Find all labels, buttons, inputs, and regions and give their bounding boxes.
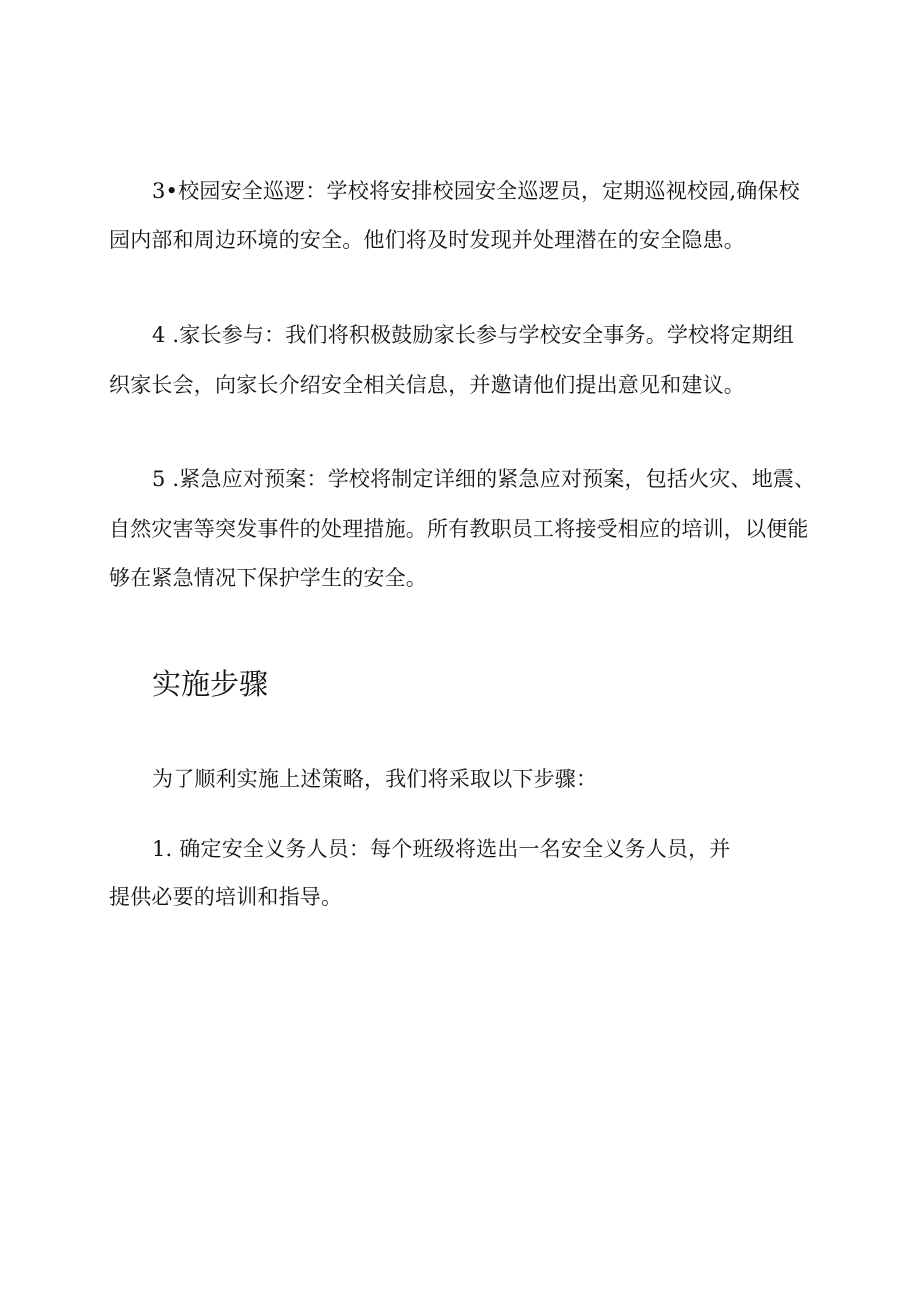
item-3-line-1: 3•校园安全巡逻：学校将安排校园安全巡逻员，定期巡视校园,确保校 (152, 179, 800, 203)
section-intro: 为了顺利实施上述策略，我们将采取以下步骤： (152, 767, 598, 791)
step-1-line-1: 1. 确定安全义务人员：每个班级将选出一名安全义务人员，并 (152, 837, 731, 861)
step-1-line-2: 提供必要的培训和指导。 (109, 885, 343, 909)
item-5-line-3: 够在紧急情况下保护学生的安全。 (109, 566, 427, 590)
item-3-line-2: 园内部和周边环境的安全。他们将及时发现并处理潜在的安全隐患。 (109, 228, 745, 252)
item-5-line-1: 5 .紧急应对预案：学校将制定详细的紧急应对预案，包括火灾、地震、 (152, 467, 816, 491)
item-4-line-1: 4 .家长参与：我们将积极鼓励家长参与学校安全事务。学校将定期组 (152, 323, 795, 347)
section-heading: 实施步骤 (152, 667, 269, 701)
item-5-line-2: 自然灾害等突发事件的处理措施。所有教职员工将接受相应的培训，以便能 (109, 517, 809, 541)
item-4-line-2: 织家长会，向家长介绍安全相关信息，并邀请他们提出意见和建议。 (109, 373, 745, 397)
